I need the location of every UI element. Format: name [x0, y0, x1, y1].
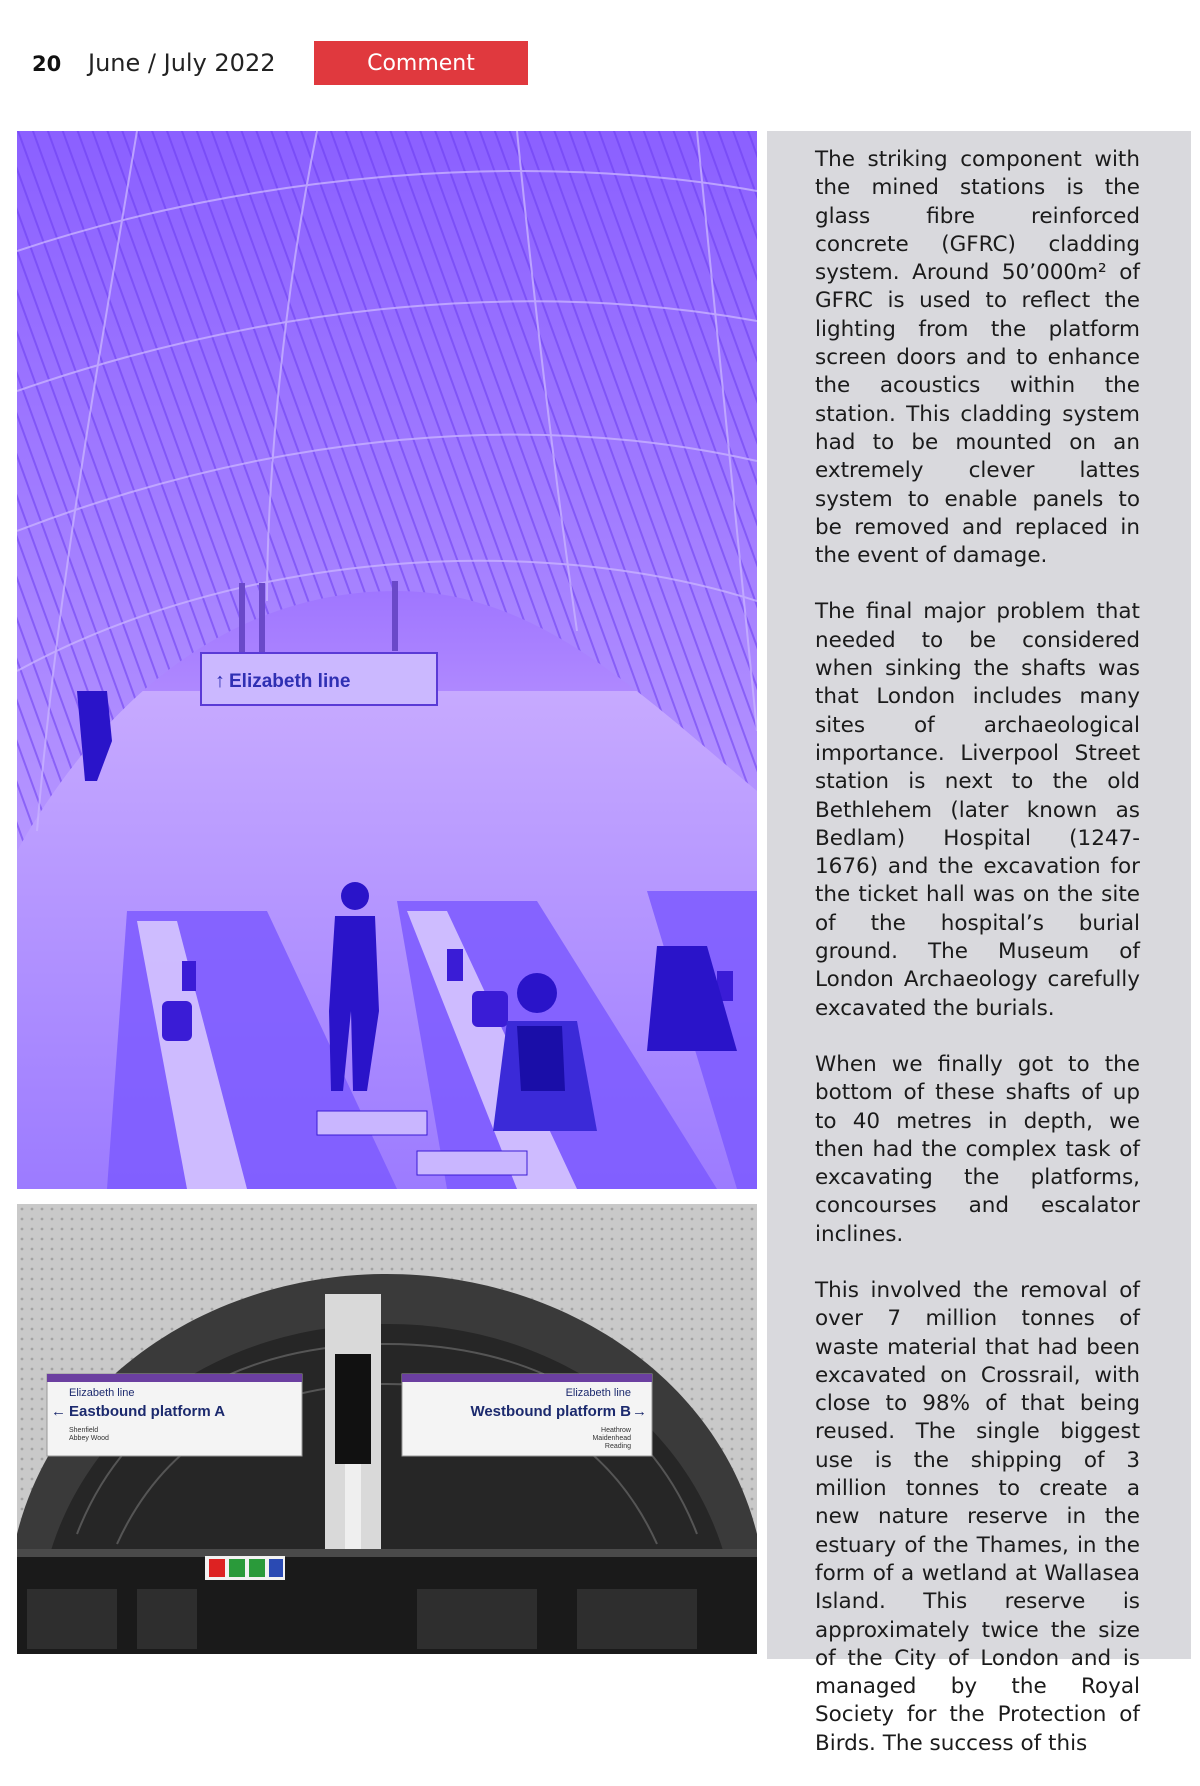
westbound-sign-line: Elizabeth line — [565, 1387, 631, 1399]
platform-photo-illustration — [17, 1204, 757, 1654]
westbound-sign — [402, 1374, 652, 1456]
article-paragraph: The final major problem that needed to be considered when sinking the shafts was that London includes many sites of archaeological importance. Liverpool Street station is next to the old Bethlehem (later known as Bedlam) Hospital (1247-1676) and the excavation for the ticket hall was on the site of the hospital’s burial ground. The Museum of London Archaeology carefully excavated the burials. — [815, 599, 1140, 1021]
article-paragraph: This involved the removal of over 7 million tonnes of waste material that had been excavated on Crossrail, with close to 98% of that being reused. The single biggest use is the shipping of 3 million tonnes to create a new nature reserve in the estuary of the Thames, in the form of a wetland at Wallasea Island. This reserve is approximately twice the size of the City of London and is managed by the Royal Society for the Protection of Birds. The success of this — [815, 1277, 1140, 1756]
article-paragraph: The striking component with the mined stations is the glass fibre reinforced concrete (GFRC) cladding system. Around 50’000m² of GFRC is used to reflect the lighting from the platform screen doors and to enhance the acoustics within the station. This cladding system had to be mounted on an extremely clever lattes system to enable panels to be removed and replaced in the event of damage. — [815, 147, 1140, 569]
eastbound-sign-line: Elizabeth line — [69, 1387, 135, 1399]
page-number: 20 — [32, 52, 62, 76]
eastbound-destination-2: Abbey Wood — [69, 1435, 109, 1442]
eastbound-sign — [47, 1374, 302, 1456]
section-tag: Comment — [314, 41, 528, 85]
westbound-destination-2: Maidenhead — [592, 1435, 631, 1442]
eastbound-sign-platform: Eastbound platform A — [69, 1403, 226, 1420]
page-header — [0, 0, 1200, 110]
eastbound-destination-1: Shenfield — [69, 1427, 99, 1434]
westbound-destination-3: Reading — [604, 1443, 631, 1450]
svg-text:→: → — [632, 1403, 647, 1420]
platform-photo — [17, 1204, 757, 1654]
article-paragraph: When we finally got to the bottom of these shafts of up to 40 metres in depth, we then had the complex task of excavating the platforms, concourses and escalator inclines. — [815, 1051, 1140, 1247]
article-text — [815, 146, 1140, 1786]
issue-date: June / July 2022 — [88, 49, 276, 77]
svg-text:←: ← — [51, 1403, 66, 1420]
westbound-sign-platform: Westbound platform B — [470, 1403, 631, 1420]
svg-text:↑: ↑ — [215, 670, 225, 692]
escalator-photo-illustration — [17, 131, 757, 1189]
elizabeth-line-sign-text: Elizabeth line — [229, 671, 351, 692]
westbound-destination-1: Heathrow — [601, 1427, 631, 1434]
escalator-photo — [17, 131, 757, 1189]
